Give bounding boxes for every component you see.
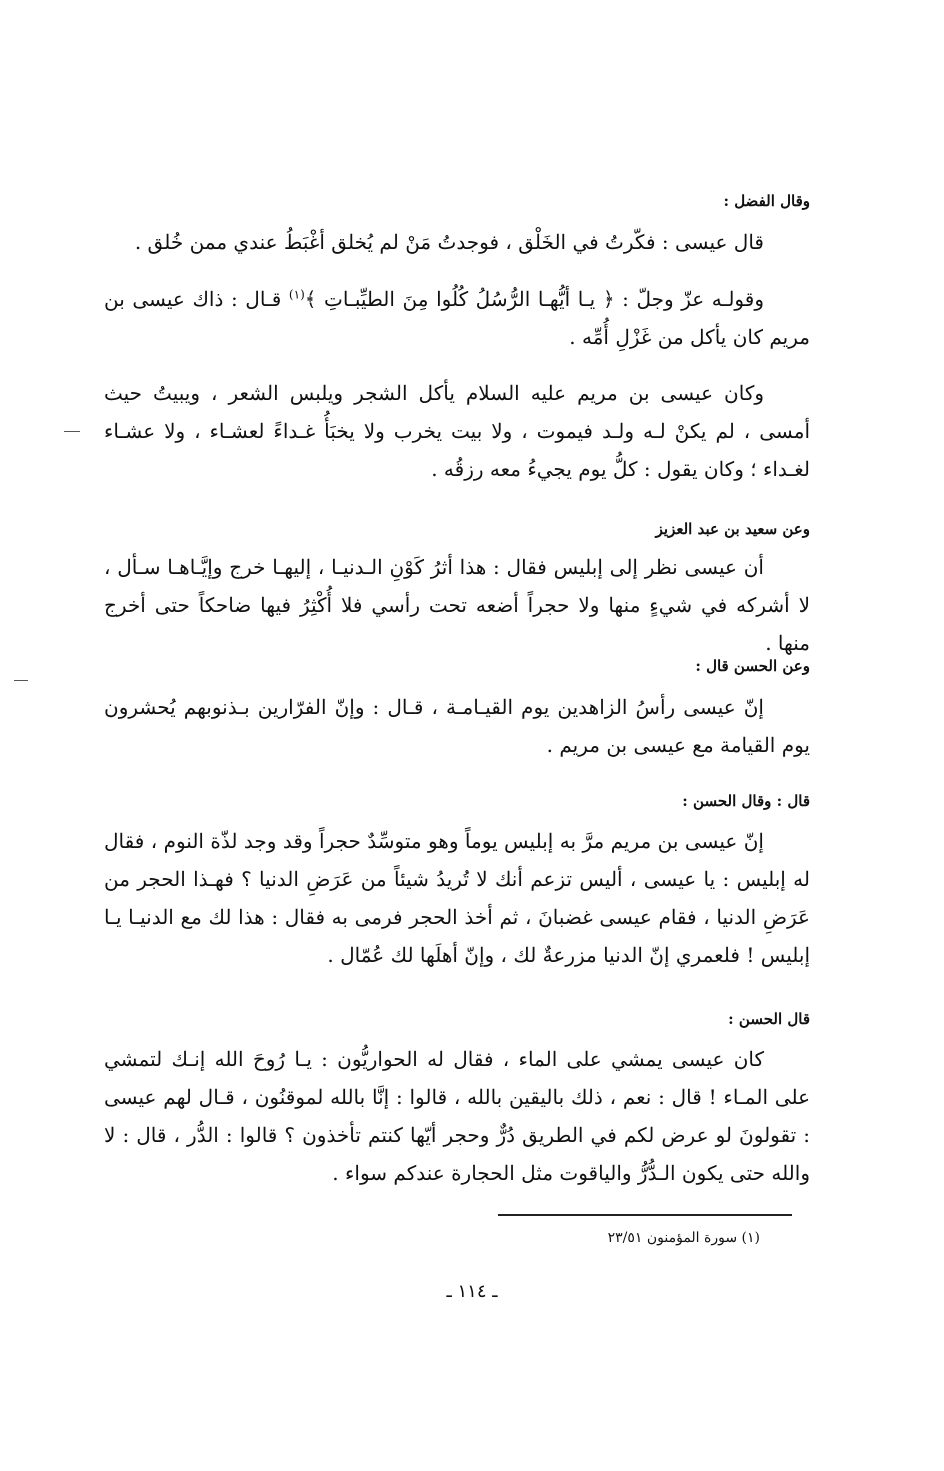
scan-mark <box>14 680 28 681</box>
paragraph: إنّ عيسى بن مريم مرَّ به إبليس يوماً وهو متوسِّدٌ حجراً وقد وجد لذّة النوم ، فقال له إبليس : يا عيسى ، أليس تزعم أنك لا تُريدُ شيئاً من عَرَضِ الدنيا ؟ فهـذا الحجر من عَرَضِ الدنيا ، فقام عيسى غضبانَ ، ثم أخذ الحجر فرمى به فقال : هذا لك مع الدنيـا يـا إبليس ! فلعمري إنّ الدنيا مزرعةٌ لك ، وإنّ أهلَها لك عُمّال . <box>104 829 810 967</box>
verse-text-after: قـال : ذاك عيسى بن مريم كان يأكل من غَزْلِ أُمِّه . <box>104 287 810 349</box>
footnote-divider <box>498 1214 792 1216</box>
section-heading: وعن الحسن قال : <box>695 657 810 675</box>
paragraph-with-quran-verse <box>104 280 810 356</box>
section-heading: قال الحسن : <box>728 1010 810 1028</box>
paragraph: إنّ عيسى رأسُ الزاهدين يوم القيـامـة ، قـال : وإنّ الفرّارين بـذنوبهم يُحشرون يوم القيامة مع عيسى بن مريم . <box>104 695 810 757</box>
paragraph: أن عيسى نظر إلى إبليس فقال : هذا أثرُ كَوْنِ الـدنيـا ، إليهـا خرج وإيَّـاهـا سـأل ، لا أشركه في شيءٍ منها ولا حجراً أضعه تحت رأسي فلا أُكْثِرُ فيها ضاحكاً حتى أخرج منها . <box>104 555 810 655</box>
section-heading: وقال الفضل : <box>723 192 810 210</box>
paragraph: كان عيسى يمشي على الماء ، فقال له الحواريُّون : يـا رُوحَ الله إنـك لتمشي على المـاء ! قال : نعم ، ذلك باليقين بالله ، قالوا : إنَّا بالله لموقنُون ، قـال لهم عيسى : تقولونَ لو عرض لكم في الطريق دُرٌّ وحجر أيّها كنتم تأخذون ؟ قالوا : الدُّر ، قال : لا والله حتى يكون الـدُّرُّ والياقوت مثل الحجارة عندكم سواء . <box>104 1047 810 1185</box>
page-number: ـ ١١٤ ـ <box>446 1281 498 1302</box>
paragraph: وكان عيسى بن مريم عليه السلام يأكل الشجر ويلبس الشعر ، ويبيتُ حيث أمسى ، لم يكنْ لـه ولـد فيموت ، ولا بيت يخرب ولا يخبَأُ غـداءً لعشـاء ، ولا عشـاء لغـداء ؛ وكان يقول : كلُّ يوم يجيءُ معه رزقُه . <box>104 381 810 481</box>
footnote-reference: (١) <box>288 287 305 302</box>
section-heading: قال : وقال الحسن : <box>682 792 810 810</box>
footnote: (١) سورة المؤمنون ٢٣/٥١ <box>607 1230 760 1246</box>
paragraph: قال عيسى : فكّرتُ في الخَلْق ، فوجدتُ مَنْ لم يُخلق أغْبَطُ عندي ممن خُلق . <box>134 230 764 254</box>
verse-text-before: وقولـه عزّ وجلّ : ﴿ يـا أيُّهـا الرُّسُلُ كُلُوا مِنَ الطيِّبـاتِ ﴾ <box>304 287 764 311</box>
section-heading: وعن سعيد بن عبد العزيز <box>655 520 810 538</box>
scan-mark <box>64 431 80 432</box>
